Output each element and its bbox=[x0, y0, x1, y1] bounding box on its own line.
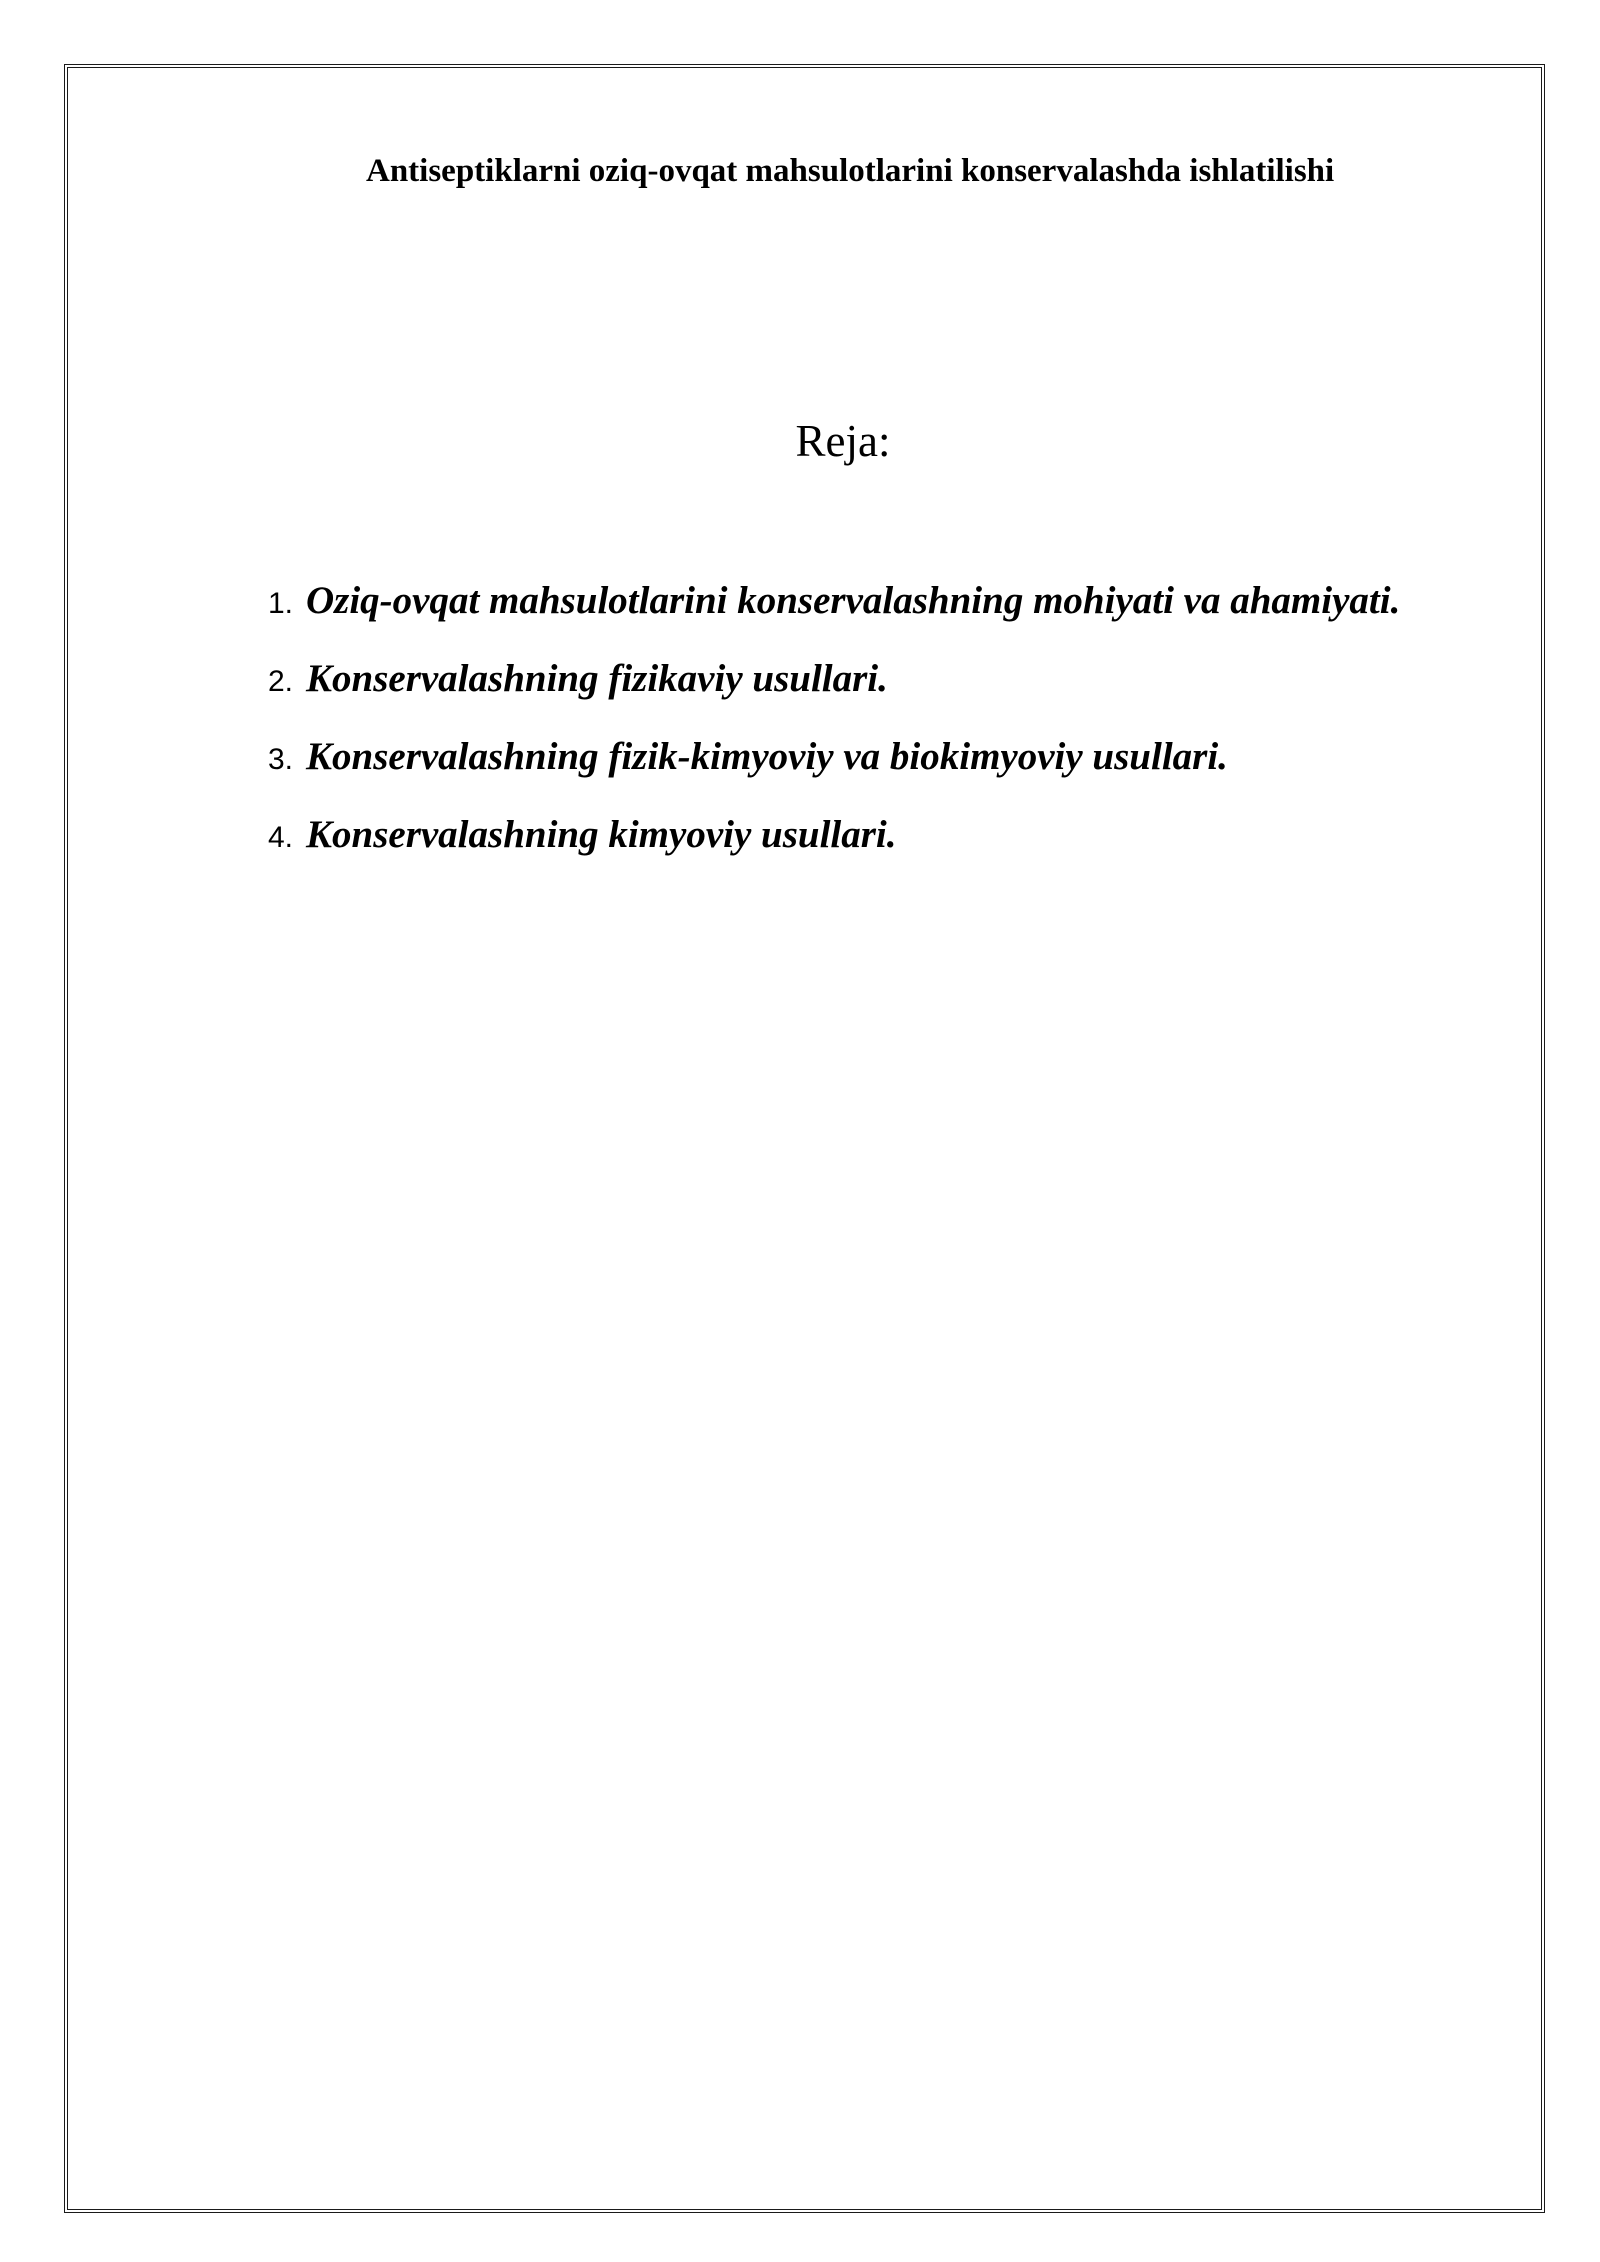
plan-item bbox=[268, 641, 1418, 719]
plan-item-text: Konservalashning kimyoviy usullari. bbox=[306, 813, 897, 856]
plan-item bbox=[268, 563, 1418, 641]
plan-item-number: 1. bbox=[268, 587, 294, 620]
plan-list bbox=[268, 563, 1418, 875]
plan-item bbox=[268, 719, 1418, 797]
plan-item-text: Oziq-ovqat mahsulotlarini konservalashning mohiyati va ahamiyati. bbox=[306, 579, 1401, 622]
plan-item-text: Konservalashning fizik-kimyoviy va biokimyoviy usullari. bbox=[306, 735, 1228, 778]
page-border bbox=[64, 64, 1545, 2213]
plan-item bbox=[268, 797, 1418, 875]
plan-item-text: Konservalashning fizikaviy usullari. bbox=[306, 657, 888, 700]
document-title: Antiseptiklarni oziq-ovqat mahsulotlarini konservalashda ishlatilishi bbox=[366, 153, 1335, 189]
plan-heading: Reja: bbox=[795, 416, 891, 466]
plan-item-number: 4. bbox=[268, 821, 294, 854]
plan-item-number: 3. bbox=[268, 743, 294, 776]
plan-item-number: 2. bbox=[268, 665, 294, 698]
